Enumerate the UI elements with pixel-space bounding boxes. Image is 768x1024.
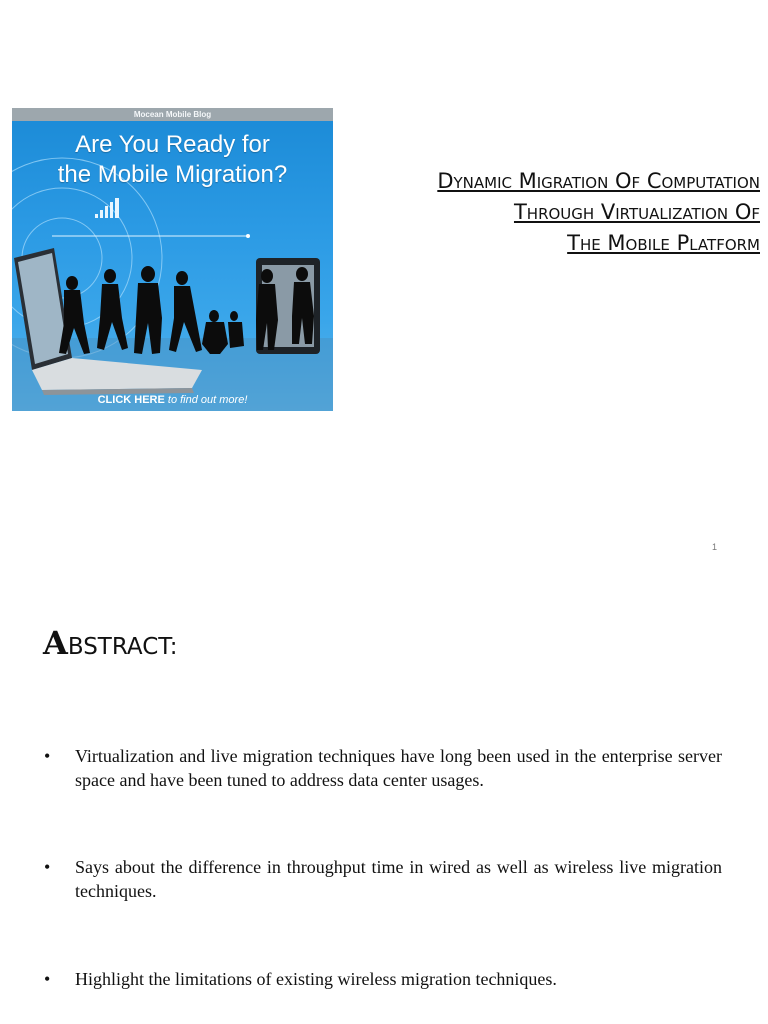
bullet-icon: •: [44, 969, 51, 989]
abstract-heading: [43, 624, 178, 662]
page-number: 1: [712, 542, 718, 552]
mobile-migration-banner-image[interactable]: [12, 108, 333, 411]
banner-cta-bold: CLICK HERE: [97, 394, 165, 406]
banner-blog-label: Mocean Mobile Blog: [12, 108, 333, 121]
title-line-2-text: Through Virtualization Of: [513, 200, 760, 224]
title-line-2: [320, 197, 760, 228]
banner-headline-line-1: Are You Ready for: [75, 131, 270, 158]
list-item: [44, 744, 722, 792]
abstract-heading-initial: A: [43, 624, 68, 662]
title-line-3: [320, 228, 760, 259]
abstract-bullet-list: [44, 744, 722, 991]
bullet-text: Says about the difference in throughput time in wired as well as wireless live migration techniques.: [75, 857, 722, 901]
title-line-3-text: The Mobile Platform: [567, 231, 760, 255]
list-item: [44, 967, 722, 991]
title-line-1: [320, 166, 760, 197]
banner-cta-rest: to find out more!: [164, 394, 248, 406]
abstract-heading-rest: BSTRACT:: [67, 634, 178, 660]
bullet-text: Virtualization and live migration techniques have long been used in the enterprise server space and have been tuned to address data center usages.: [75, 746, 722, 790]
title-line-1-text: Dynamic Migration Of Computation: [437, 169, 760, 193]
slide-title: [320, 166, 760, 259]
bullet-icon: •: [44, 857, 51, 877]
banner-call-to-action[interactable]: [12, 393, 333, 407]
bullet-icon: •: [44, 746, 51, 766]
banner-headline: [12, 130, 333, 190]
bullet-text: Highlight the limitations of existing wireless migration techniques.: [75, 969, 557, 989]
banner-headline-line-2: the Mobile Migration?: [57, 161, 288, 188]
list-item: [44, 855, 722, 903]
